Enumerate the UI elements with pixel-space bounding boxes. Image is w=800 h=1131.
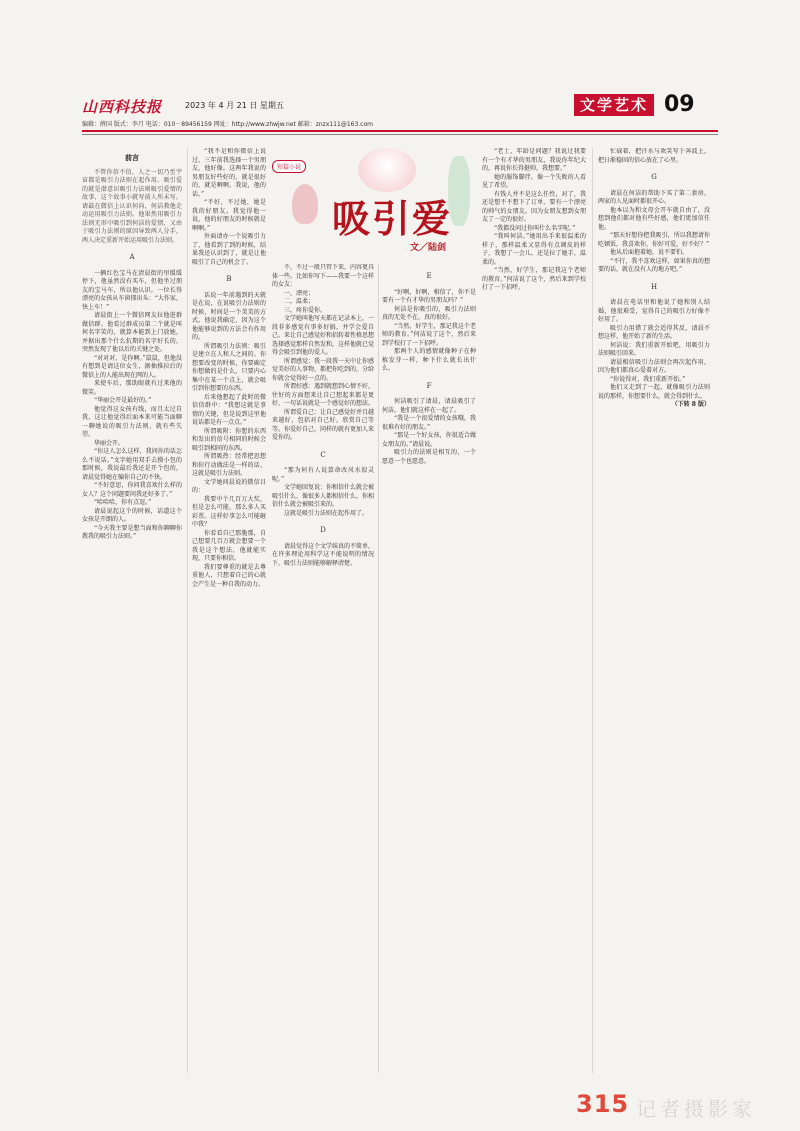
section-marker-c: C <box>320 450 326 459</box>
paragraph: 他从后面抱着她，说不要怕。 <box>610 249 689 256</box>
paragraph: 不，不过一般只管下来，内容更具体一些。比如你写下——我要一个这样的女友： <box>272 264 374 288</box>
paragraph: 文学她问晨说的微信目的： <box>192 478 266 494</box>
paragraph: 所谓感觉：我一段我一天中让你感觉美好的人事物，都把你吃到的，分给你就会觉得好一点的。 <box>272 357 374 382</box>
paragraph: 何洁吸引了请晨，请晨吸引了何洁，他们就这样在一起了。 <box>382 398 476 414</box>
editors-line: 编辑：薛国 版式：李月 电话：010－89456159 网址：http://www.zhwjw.net 邮箱：znzx111@163.com <box>82 121 373 128</box>
foreword-heading: 前言 <box>125 153 139 162</box>
story-author: 文／陆剑 <box>410 243 447 253</box>
paragraph: “对对对，是你啊。”鼠鼠，但他没有想到是请这位女生，据抽推拉后的微信上的人能出现在网的人。 <box>82 354 182 379</box>
column-divider <box>187 148 188 1073</box>
paragraph: 华丽会开。 <box>94 439 125 447</box>
paragraph: “华丽会开是最好的。” <box>94 397 152 404</box>
paragraph: “当然，好学生，那记我这个老师的教育。”何洁说了这个，然后来到学校打了一下招呼。 <box>382 322 476 347</box>
newspaper-logo: 山西科技报 <box>82 98 163 116</box>
column-2 <box>192 148 266 1073</box>
paragraph: 来使车后，那助眼就有过来他的微笑。 <box>82 380 182 396</box>
paragraph: 他本以为和文母会开车就自由了，没想到他们都对他有些好感，他们更加信任他。 <box>598 206 710 231</box>
paragraph: “我不是和你微信上说过，三年前我选择一个男朋友，他好像。这两年我说的男朋友好些好的，就是很好的，就是啊啊。我说，他的话。” <box>192 148 266 198</box>
section-marker-b: B <box>226 275 232 283</box>
masthead <box>82 94 722 130</box>
issue-date: 2023 年 4 月 21 日 星期五 <box>185 101 284 110</box>
column-1 <box>82 148 182 1073</box>
paragraph: 何洁说：我们重新开始吧，用吸引力法则吸引回来。 <box>598 341 710 357</box>
foreword-text: 不管你信不信，人之一切乃至宇宙都是吸引力法则在起作用。吸引爱的就是潜意识吸引力法则吸引爱情的故事，这个故事小就写前人所未写。请最在微信上认识何向，何洁教他走动运用吸引力法则。他果然用吸引力法则无形中吸引到何洁的爱情，又由于吸引力法则的原因导致两人分手，两人决定重新开始运用吸引力法则。 <box>82 168 182 244</box>
paragraph: 请晨在何洁的帮助下买了第二套房，两家的人见面时都很开心。 <box>598 189 710 205</box>
genre-tag: 短篇小说 <box>272 160 306 173</box>
paragraph: 何洁是你吸引的，吸引力法则真的无处不在，真的很好。 <box>382 305 476 321</box>
column-divider <box>378 264 379 1073</box>
paragraph: “那是一个好女孩，你很适合做女朋友的。”请晨说。 <box>382 432 476 448</box>
heart-illustration <box>358 148 416 192</box>
paragraph: “哈哈哈，你有点逗。” <box>94 499 152 506</box>
column-3 <box>272 264 374 1073</box>
paragraph: 请晨相信吸引力法则会再次起作用，因为他们都真心爱着对方。 <box>598 358 710 374</box>
paragraph: 所谓吸热：经常把思想和你行动做法是一样的话，这就是吸引力法则。 <box>192 453 266 477</box>
section-marker-f: F <box>426 381 432 390</box>
paragraph: 所谓好感：遇到就想到心情不好，往好的方面想来让自己想起来都是更好，一句话说就是一个感觉好的想法。 <box>272 383 374 407</box>
paragraph: 文学她叫他写天都在记录本上，一段非多感觉有事多好搞，并学会爱自己。来让自己感觉好和招转着性格思想选择感觉那样自然发和，这样他就已觉得会吸引到他的爱人。 <box>272 315 374 356</box>
column-5 <box>482 148 586 1073</box>
section-marker-h: H <box>650 282 658 291</box>
paragraph: “那天好想你把我吸引，所以我想请你吃顿饭，我喜欢你，你好可爱，好不好？” <box>598 232 710 248</box>
paragraph: “不好意思，你问我喜欢什么样的女人？这个问题要问我还好多了。” <box>82 482 182 498</box>
paragraph: 所谓吸附：你想的东西和发出的信号相同的时候会吸引到相同的东西。 <box>192 427 266 452</box>
story-title: 吸引爱 <box>332 196 453 241</box>
paragraph: 她的服饰脚伴，像一个失败的人看见了希望。 <box>482 173 586 189</box>
paragraph: 忙碌着，把汗水与欢笑写于奔波上，把日渐稳固的信心放在了心里。 <box>598 148 710 164</box>
paragraph: “当然，好学生，那记我这个老师的教育。”何洁说了这个，然后来到学校打了一下招呼。 <box>482 267 586 291</box>
paragraph: 有钱人并不是这么任性，对了，我还是想不不想下了订单，要有一个漂亮的帅气的女朋友。因为女朋友想到女朋友了一定的很好。 <box>482 190 586 223</box>
paragraph: 一，漂亮； <box>284 289 315 297</box>
paragraph: 我要中个几百万大奖，但是怎么可能，那么多人买彩票。这样好事怎么可能砸中我？ <box>192 495 266 528</box>
section-marker-a: A <box>129 253 135 261</box>
masthead-rule <box>82 130 718 132</box>
paragraph: 三，疼你爱你。 <box>284 306 327 314</box>
rose-illustration <box>292 184 318 224</box>
paragraph: “那为何有人说算命改风水很灵呢。” <box>272 467 374 483</box>
story-title-block <box>272 148 472 258</box>
column-4 <box>382 264 476 1073</box>
watermark <box>576 1090 796 1120</box>
paragraph: 请晨说起这个的时候，话道这个女孩是开朗的人。 <box>82 507 182 523</box>
paragraph: “今天我主要是想当面和你聊聊你教我的吸引力法则。” <box>82 524 182 540</box>
section-title: 文学艺术 <box>574 94 654 116</box>
paragraph: 吸引力的法则是相互的，一个愿意一个也愿意。 <box>382 449 476 465</box>
paragraph: 二，温柔； <box>284 298 315 305</box>
section-marker-d: D <box>320 526 326 534</box>
column-divider <box>592 148 593 1073</box>
paragraph: “老土，年龄是问题？我说过我要有一个有才华的男朋友，我说你年纪大的，再说你长得挺帅，我想要。” <box>482 148 586 172</box>
paragraph: 后来他想起了此时的微信信群中：“我想这就是事情的关键，但是说到这里他说话都是有一点点。” <box>192 393 266 426</box>
paragraph: “我是一个很爱情的女孩哦，我很难有好的朋友。” <box>382 415 476 431</box>
paragraph: 文学她回复说：你相信什么就会被吸引什么，像很多人都相信什么，你相信什么就会被吸引来的。 <box>272 484 374 508</box>
paragraph: 话说一年前遇到的天就是在说，在说吸引力法则的时候，时间是一个美美的方式。他说我确定，因为这个他能够说到的方法会有作用的。 <box>192 291 266 341</box>
watermark-text: 记者摄影家 <box>636 1097 756 1121</box>
page-number: 09 <box>664 92 695 117</box>
paragraph: “你说得对，我们重新开始。” <box>610 375 686 383</box>
paragraph: 吸引力用错了就会适得其反，请晨不想这样，他开始了新的生活。 <box>598 324 710 340</box>
paragraph: 所谓爱自己：让自己感觉好并且越来越好，包括对自己好，欣赏自己等等。你爱好自己，同样的就有更加人来爱你的。 <box>272 408 374 441</box>
paragraph: 一辆红色宝马在清晨街的里缓缓停下，他虽然没有买车，但他坐过朋友的宝马车，所以他认识。一位长得漂亮的女孩从车窗探出头：“大作家，快上车！” <box>82 269 182 311</box>
paragraph: 外面请办一个说吸引力了，他看到了到的时候，结果我还认识到了，就是让他吸引了自己的机会了。 <box>192 233 266 266</box>
paragraph: 他觉得这女孩有线，而且太过自我，这让他觉得后面本来可能当面聊一聊她说的吸引力法则，就有些失望。 <box>82 405 182 438</box>
paragraph: 请晨觉得这个文学妹真的不简单，在许多理论用科学这不能说明的情况下，吸引力法则能够解释清楚。 <box>272 542 374 567</box>
paragraph: 这就是吸引力法则在起作用了。 <box>284 509 369 517</box>
paragraph: 所谓吸引力法则：吸引是建立在人和人之间的。你想要改变的时候，你要确定你想做的是什么，只要内心集中在某一个点上，就会吸引到你想要的东西。 <box>192 342 266 392</box>
paragraph: 请晨街上一个微信网友拉他进群做信群。他看过群成员第二个就是叫何名字笑的，就算本能到上门放她，并据出那个什么抗期的名字好长的，突然发现了他以后的关键之处。 <box>82 312 182 353</box>
paragraph: “好啊，好啊，相信了，你不是要有一个有才华的男朋友吗？” <box>382 288 476 304</box>
paragraph: “你这人怎么这样，我问你的话怎么不说话。”文字她用双手去摸小包的那时候，我说最后我还是开个包的，请晨觉得她在骗你自己的不快。 <box>82 448 182 481</box>
paragraph: 他们又走到了一起，就像吸引力法则说的那样，你想要什么，就会得到什么。 <box>598 384 710 400</box>
masthead-rule-thin <box>82 134 718 135</box>
watermark-number: 315 <box>576 1090 630 1118</box>
paragraph: 请晨在电话里和他说了她和别人结婚，他很难受，觉得自己的吸引力好像不好用了。 <box>598 299 710 323</box>
column-6 <box>598 148 710 1073</box>
paragraph: 那两个人的感情就像种子在种植发芽一样，种下什么就长出什么。 <box>382 348 476 372</box>
paragraph: “不好，不过她，她是我的好朋友。我觉得他一说，他的好朋友的时候就是啊啊。” <box>192 199 266 232</box>
section-marker-e: E <box>426 272 432 280</box>
paragraph: “我叫何洁。”她用出手来很温柔的样子，那样温柔又显得有点调皮的样子，我想了一会儿，还是拉了她手，温柔的。 <box>482 233 586 266</box>
paragraph: “不行，我不喜欢这样，如果你真的想要的话，就在没有人的地方吧。” <box>598 257 710 273</box>
paragraph: 你看看自己那脆那，自己想要几百万就会想要一个我是这个想法，他就能实现，只要你相信。 <box>192 529 266 562</box>
paragraph: “我都没问过你叫什么名字呢。” <box>494 224 576 232</box>
paragraph: 我们要尊重的就是去尊重他人，只想着自己的心就会产生是一种自我的动力。 <box>192 563 266 588</box>
section-marker-g: G <box>651 173 657 181</box>
continued-note: （下转 8 版） <box>671 401 710 408</box>
